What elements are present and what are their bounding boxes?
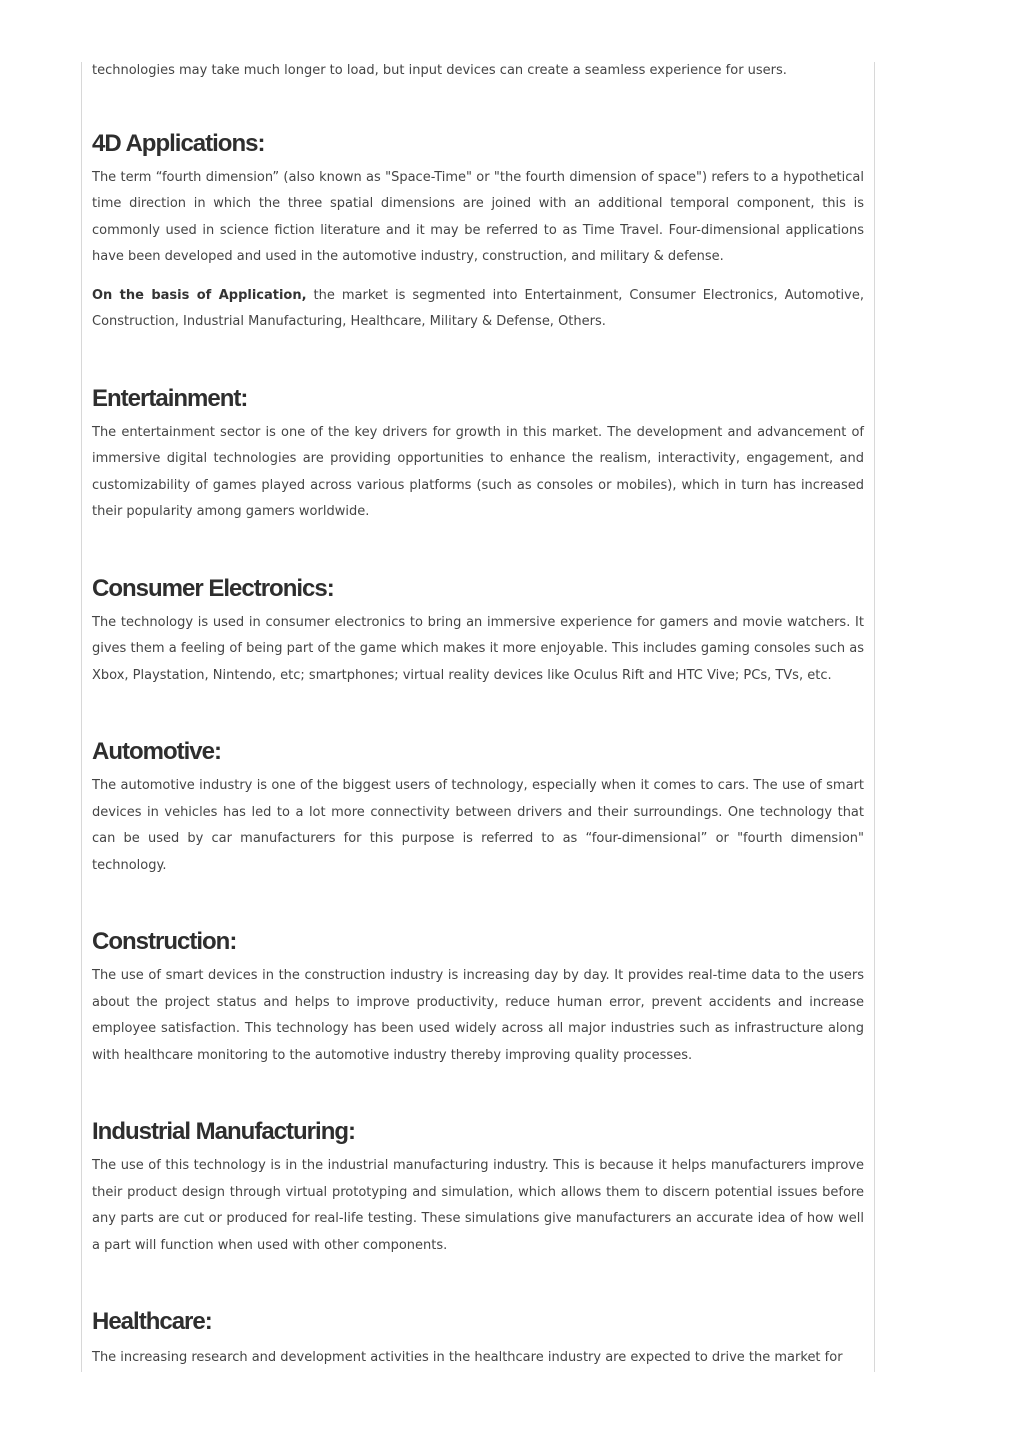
lead-rest-text: the market is segmented into Entertainment, Consumer Electronics, Automotive, Construction, Industrial Manufacturing, Healthcare, Military & Defense, Others.	[92, 287, 864, 329]
section-heading-healthcare: Healthcare:	[92, 1308, 212, 1335]
article-content	[92, 58, 864, 1372]
section-paragraph: The entertainment sector is one of the key drivers for growth in this market. The development and advancement of immersive digital technologies are providing opportunities to enhance the realism, interactivity, engagement, and customizability of games played across various platforms (such as consoles or mobiles), which in turn has increased their popularity among gamers worldwide.	[92, 424, 864, 519]
section-heading-construction: Construction:	[92, 928, 237, 955]
section-heading-entertainment: Entertainment:	[92, 384, 248, 412]
section-heading-automotive: Automotive:	[92, 738, 221, 765]
section-paragraph: The use of smart devices in the construction industry is increasing day by day. It provides real-time data to the users about the project status and helps to improve productivity, reduce human error, prevent accidents and increase employee satisfaction. This technology has been used widely across all major industries such as infrastructure along with healthcare monitoring to the automotive industry thereby improving quality processes.	[92, 968, 864, 1063]
section-paragraph: The increasing research and development activities in the healthcare industry are expected to drive the market for	[92, 1350, 843, 1365]
section-paragraph: The technology is used in consumer electronics to bring an immersive experience for gamers and movie watchers. It gives them a feeling of being part of the game which makes it more enjoyable. This includes gaming consoles such as Xbox, Playstation, Nintendo, etc; smartphones; virtual reality devices like Oculus Rift and HTC Vive; PCs, TVs, etc.	[92, 614, 864, 683]
intro-paragraph: technologies may take much longer to load, but input devices can create a seamless experience for users.	[92, 63, 787, 78]
application-segmentation-paragraph	[92, 283, 864, 336]
section-paragraph: The use of this technology is in the industrial manufacturing industry. This is because it helps manufacturers improve their product design through virtual prototyping and simulation, which allows them to discern potential issues before any parts are cut or produced for real-life testing. These simulations give manufacturers an accurate idea of how well a part will function when used with other components.	[92, 1158, 864, 1253]
section-heading-4d-applications: 4D Applications:	[92, 129, 265, 157]
section-paragraph: The automotive industry is one of the biggest users of technology, especially when it comes to cars. The use of smart devices in vehicles has led to a lot more connectivity between drivers and their surroundings. One technology that can be used by car manufacturers for this purpose is referred to as “four-dimensional” or "fourth dimension" technology.	[92, 778, 864, 873]
section-heading-consumer-electronics: Consumer Electronics:	[92, 574, 334, 602]
bold-lead-text: On the basis of Application,	[92, 287, 307, 303]
section-paragraph: The term “fourth dimension” (also known as "Space-Time" or "the fourth dimension of space") refers to a hypothetical time direction in which the three spatial dimensions are joined with an additional temporal component, this is commonly used in science fiction literature and it may be referred to as Time Travel. Four-dimensional applications have been developed and used in the automotive industry, construction, and military & defense.	[92, 169, 864, 264]
section-heading-industrial-manufacturing: Industrial Manufacturing:	[92, 1118, 355, 1145]
